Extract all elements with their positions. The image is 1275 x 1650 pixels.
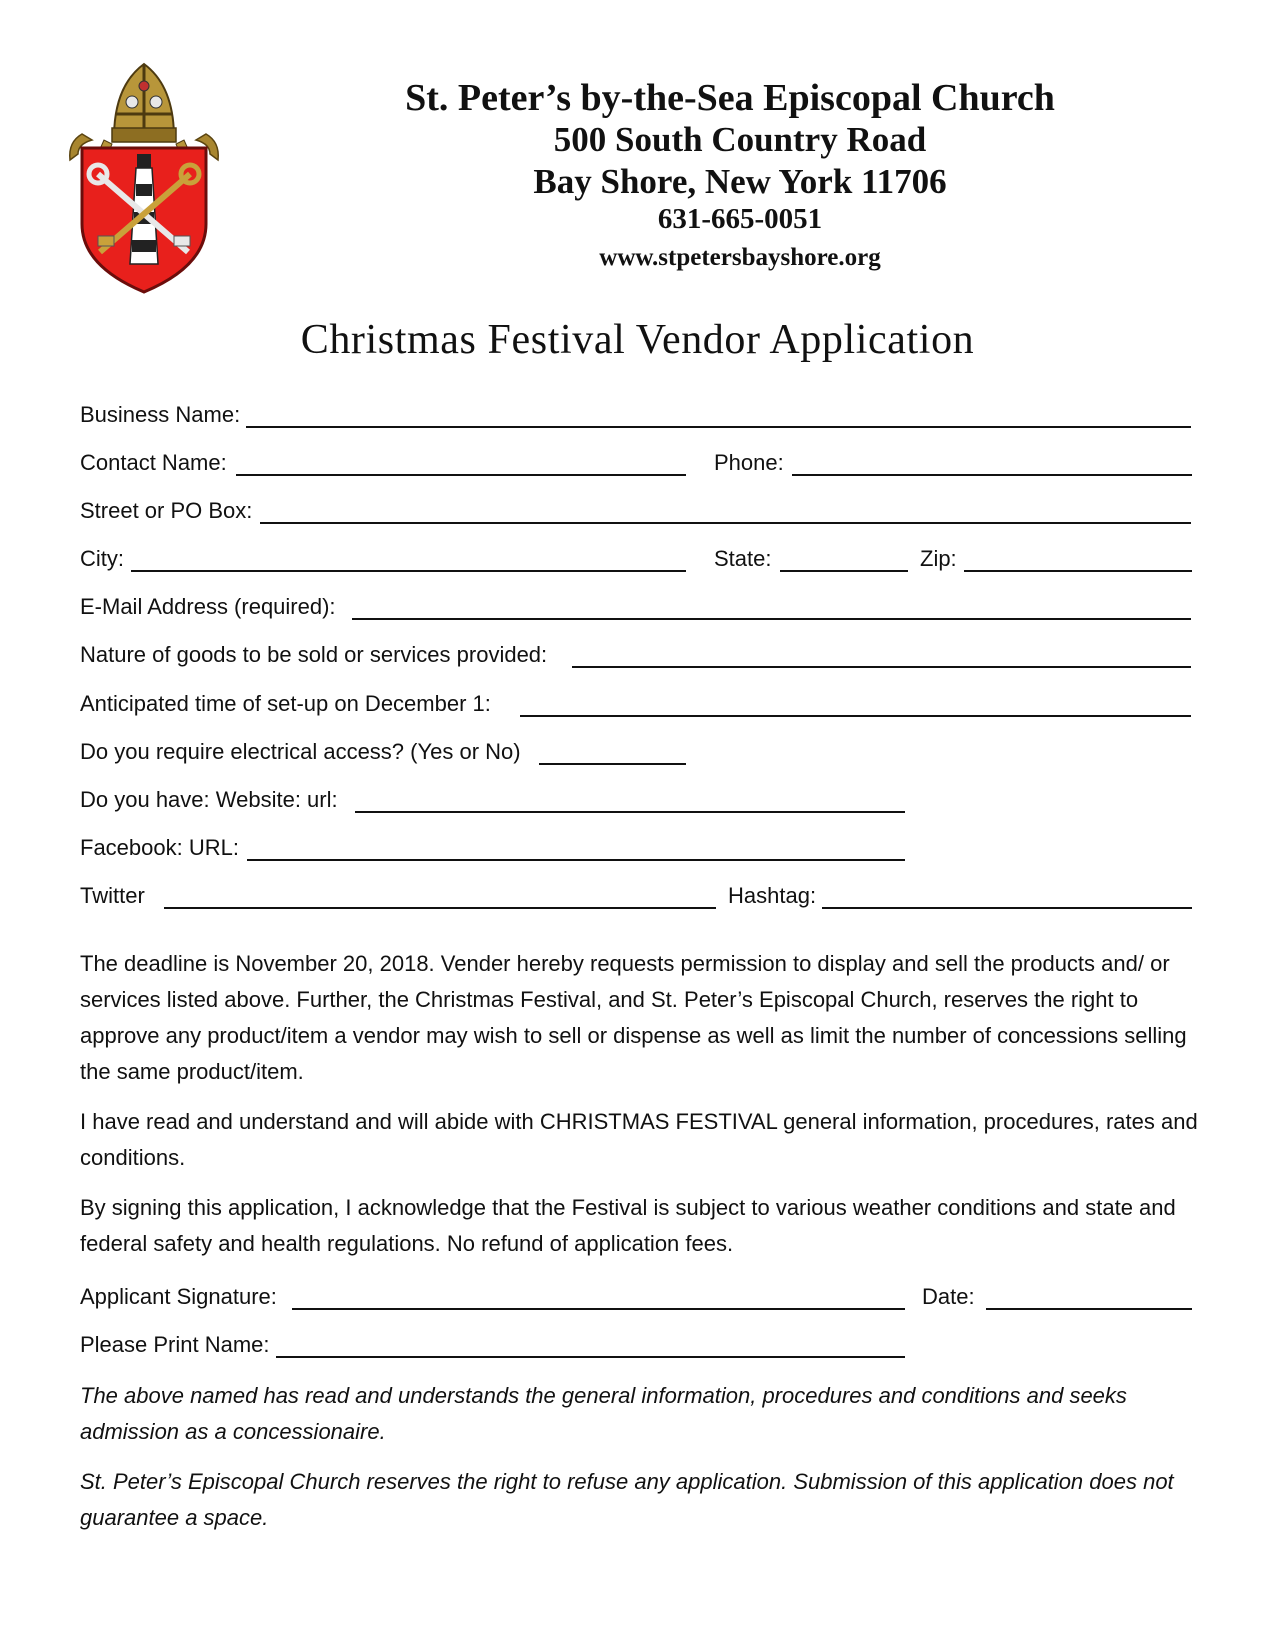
contact-name-field[interactable] <box>236 474 686 476</box>
zip-field[interactable] <box>964 570 1192 572</box>
signature-field[interactable] <box>292 1308 905 1310</box>
row-twitter <box>80 881 1195 915</box>
row-contact <box>80 448 1195 482</box>
row-street <box>80 496 1195 530</box>
deadline-paragraph: The deadline is November 20, 2018. Vender hereby requests permission to display and sell the products and/ or services listed above. Further, the Christmas Festival, and St. Peter’s Episcopal Church, reserves the right to approve any product/item a vendor may wish to sell or dispense as well as limit the number of concessions selling the same product/item. <box>80 951 1187 1084</box>
website-field[interactable] <box>355 811 905 813</box>
electrical-field[interactable] <box>539 763 686 765</box>
row-signature <box>80 1282 1195 1316</box>
goods-field[interactable] <box>572 666 1191 668</box>
print-name-field[interactable] <box>276 1356 905 1358</box>
hashtag-label: Hashtag: <box>728 883 817 908</box>
church-phone: 631-665-0051 <box>657 203 823 235</box>
date-label: Date: <box>922 1284 975 1309</box>
business-name-field[interactable] <box>246 426 1191 428</box>
email-field[interactable] <box>352 618 1191 620</box>
website-label: Do you have: Website: url: <box>80 787 338 812</box>
facebook-label: Facebook: URL: <box>80 835 239 860</box>
row-electrical <box>80 737 1195 771</box>
city-label: City: <box>80 546 124 571</box>
church-crest-icon <box>64 56 224 296</box>
row-facebook <box>80 833 1195 867</box>
electrical-label: Do you require electrical access? (Yes or No) <box>80 739 521 764</box>
row-website <box>80 785 1195 819</box>
zip-label: Zip: <box>920 546 957 571</box>
street-field[interactable] <box>260 522 1191 524</box>
city-field[interactable] <box>131 570 686 572</box>
concessionaire-note: The above named has read and understands the general information, procedures and conditions and seeks admission as a concessionaire. <box>80 1383 1127 1444</box>
contact-name-label: Contact Name: <box>80 450 227 475</box>
row-setup-time <box>80 689 1195 723</box>
setup-time-label: Anticipated time of set-up on December 1: <box>80 691 491 716</box>
row-email <box>80 592 1195 626</box>
state-field[interactable] <box>780 570 908 572</box>
phone-field[interactable] <box>792 474 1192 476</box>
signature-label: Applicant Signature: <box>80 1284 277 1309</box>
state-label: State: <box>714 546 772 571</box>
page-title: Christmas Festival Vendor Application <box>300 317 975 363</box>
row-business-name <box>80 400 1195 434</box>
business-name-label: Business Name: <box>80 402 241 427</box>
church-city: Bay Shore, New York 11706 <box>533 162 947 201</box>
phone-label: Phone: <box>714 450 784 475</box>
row-city-state-zip <box>80 544 1195 578</box>
facebook-field[interactable] <box>247 859 905 861</box>
refusal-note: St. Peter’s Episcopal Church reserves the right to refuse any application. Submission of this application does not guarantee a space. <box>80 1469 1174 1530</box>
church-street: 500 South Country Road <box>553 120 927 159</box>
row-print-name <box>80 1330 1195 1364</box>
goods-label: Nature of goods to be sold or services provided: <box>80 642 548 667</box>
date-field[interactable] <box>986 1308 1192 1310</box>
agreement-paragraph: I have read and understand and will abide with CHRISTMAS FESTIVAL general information, procedures, rates and conditions. <box>80 1109 1198 1170</box>
church-website[interactable]: www.stpetersbayshore.org <box>599 244 881 271</box>
street-label: Street or PO Box: <box>80 498 253 523</box>
print-name-label: Please Print Name: <box>80 1332 270 1357</box>
twitter-field[interactable] <box>164 907 716 909</box>
church-name: St. Peter’s by-the-Sea Episcopal Church <box>405 77 1055 119</box>
email-label: E-Mail Address (required): <box>80 594 336 619</box>
hashtag-field[interactable] <box>822 907 1192 909</box>
row-goods <box>80 640 1195 674</box>
twitter-label: Twitter <box>80 883 145 908</box>
acknowledgement-paragraph: By signing this application, I acknowledge that the Festival is subject to various weather conditions and state and federal safety and health regulations. No refund of application fees. <box>80 1195 1176 1256</box>
setup-time-field[interactable] <box>520 715 1191 717</box>
